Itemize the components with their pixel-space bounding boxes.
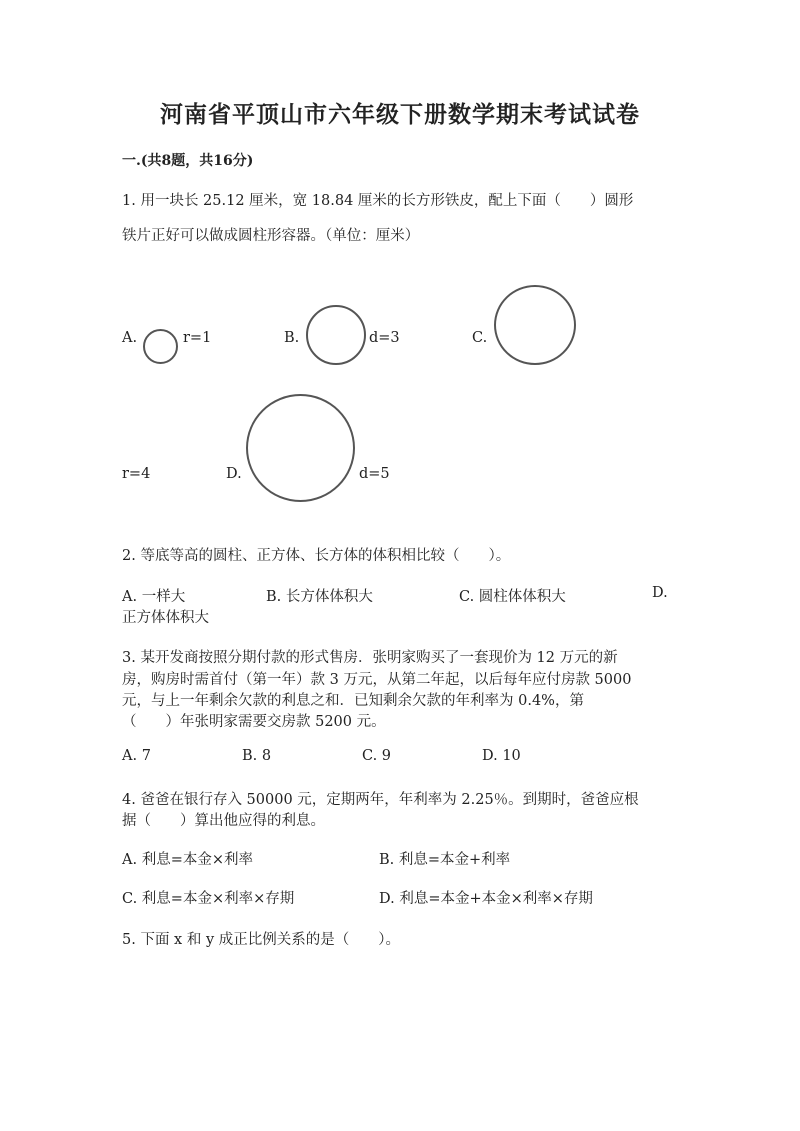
question-3-line-1: 3. 某开发商按照分期付款的形式售房．张明家购买了一套现价为 12 万元的新 [122, 650, 618, 666]
question-4-option-c: C. 利息=本金×利率×存期 [122, 891, 295, 907]
option-b-label: B. [284, 330, 300, 346]
question-3-option-b: B. 8 [242, 748, 272, 764]
question-2-stem: 2. 等底等高的圆柱、正方体、长方体的体积相比较（ ）。 [122, 548, 511, 564]
question-3-line-4: （ ）年张明家需要交房款 5200 元。 [122, 714, 386, 730]
question-4-option-d: D. 利息=本金+本金×利率×存期 [379, 891, 593, 907]
question-3-option-c: C. 9 [362, 748, 392, 764]
question-2-option-d-label: D. [652, 585, 668, 601]
question-2-option-c: C. 圆柱体体积大 [459, 589, 566, 605]
question-4-option-b: B. 利息=本金+利率 [379, 852, 511, 868]
question-2-option-b: B. 长方体体积大 [266, 589, 373, 605]
question-1-line-2: 铁片正好可以做成圆柱形容器。（单位：厘米） [122, 228, 420, 244]
option-a-value: r=1 [183, 330, 212, 346]
question-4-line-1: 4. 爸爸在银行存入 50000 元，定期两年，年利率为 2.25％。到期时，爸爸应根 [122, 792, 639, 808]
option-d-value: d=5 [359, 466, 390, 482]
option-a-label: A. [122, 330, 138, 346]
question-5-stem: 5. 下面 x 和 y 成正比例关系的是（ ）。 [122, 932, 400, 948]
option-c-circle [494, 285, 576, 365]
question-1-line-1: 1. 用一块长 25.12 厘米，宽 18.84 厘米的长方形铁皮，配上下面（ ）圆形 [122, 193, 634, 209]
question-3-line-3: 元，与上一年剩余欠款的利息之和．已知剩余欠款的年利率为 0.4%，第 [122, 693, 584, 709]
question-3-option-d: D. 10 [482, 748, 521, 764]
question-4-line-2: 据（ ）算出他应得的利息。 [122, 813, 325, 829]
page-title: 河南省平顶山市六年级下册数学期末考试试卷 [160, 101, 640, 128]
option-b-circle [306, 305, 366, 365]
question-2-option-d-text: 正方体体积大 [122, 610, 209, 626]
option-c-label: C. [472, 330, 488, 346]
section-header: 一.(共8题，共16分) [122, 153, 254, 169]
option-d-circle [246, 394, 355, 502]
question-3-option-a: A. 7 [122, 748, 151, 764]
question-4-option-a: A. 利息=本金×利率 [122, 852, 253, 868]
option-a-circle [143, 329, 178, 364]
option-d-label: D. [226, 466, 242, 482]
question-2-option-a: A. 一样大 [122, 589, 186, 605]
option-b-value: d=3 [369, 330, 400, 346]
option-c-value: r=4 [122, 466, 151, 482]
question-3-line-2: 房，购房时需首付（第一年）款 3 万元，从第二年起，以后每年应付房款 5000 [122, 672, 632, 688]
